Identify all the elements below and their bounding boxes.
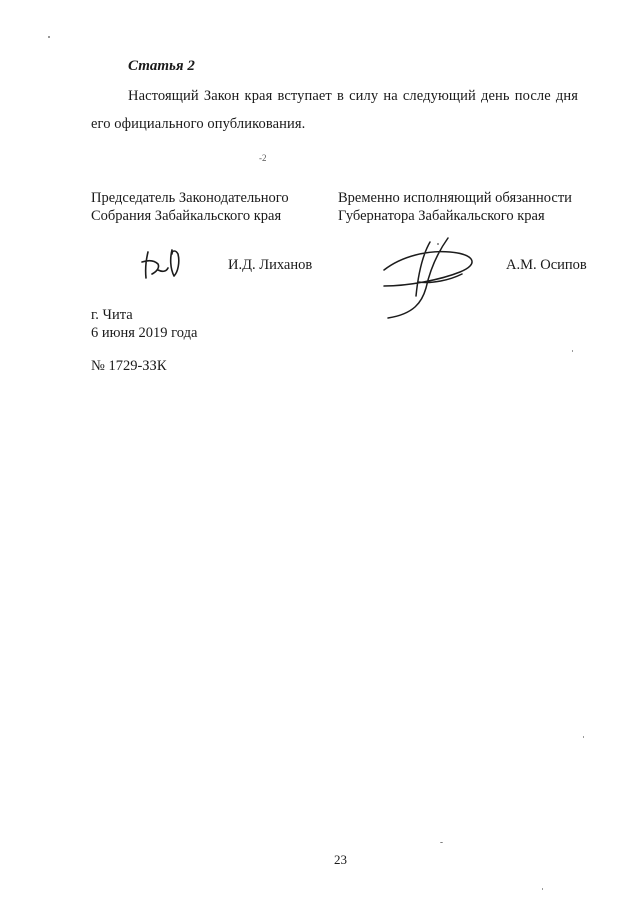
governor-title-line2: Губернатора Забайкальского края	[338, 208, 545, 224]
governor-name: А.М. Осипов	[506, 257, 587, 273]
law-number: № 1729-ЗЗК	[91, 358, 167, 374]
article-paragraph-line2: его официального опубликования.	[91, 116, 306, 132]
article-heading: Статья 2	[128, 58, 195, 74]
scan-speck	[542, 888, 543, 890]
scan-speck	[437, 243, 439, 245]
chairman-name: И.Д. Лиханов	[228, 257, 313, 273]
scan-speck	[583, 736, 584, 738]
article-paragraph-line1: Настоящий Закон края вступает в силу на следующий день после дня	[128, 88, 578, 104]
governor-title	[338, 189, 572, 225]
governor-title-line1: Временно исполняющий обязанности	[338, 190, 572, 206]
scan-speck	[440, 842, 443, 843]
date: 6 июня 2019 года	[91, 325, 198, 341]
chairman-title-line1: Председатель Законодательного	[91, 190, 289, 206]
place: г. Чита	[91, 307, 133, 323]
chairman-title-line2: Собрания Забайкальского края	[91, 208, 282, 224]
chairman-signature	[140, 246, 186, 282]
place-and-date	[91, 306, 197, 342]
scan-speck	[48, 36, 50, 38]
center-mark: -2	[259, 153, 267, 163]
page-number: 23	[334, 852, 347, 867]
chairman-title	[91, 189, 289, 225]
scan-speck	[572, 350, 573, 352]
governor-signature	[378, 236, 490, 322]
